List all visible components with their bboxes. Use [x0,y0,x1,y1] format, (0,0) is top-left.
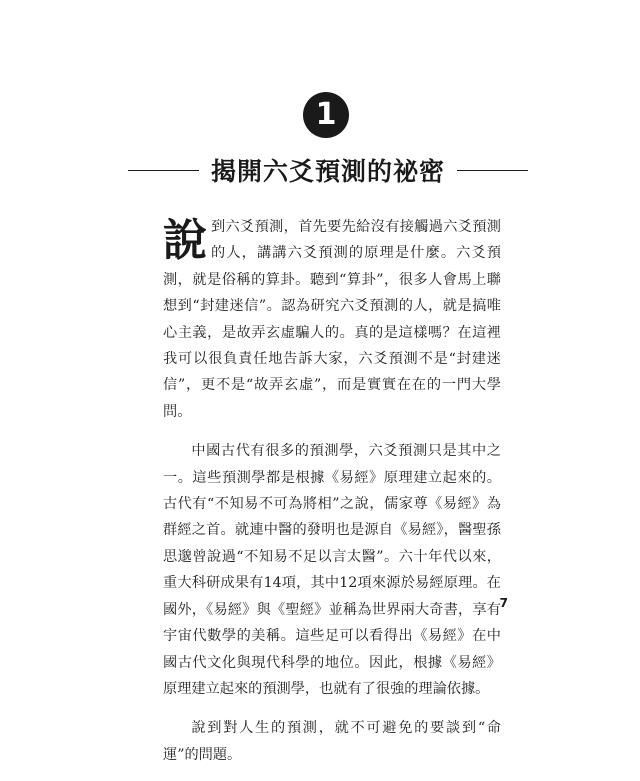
dropcap-character: 說 [163,215,207,266]
page-number: 7 [499,596,508,610]
paragraph-3: 說到對人生的預測，就不可避免的要談到“命運”的問題。 [163,720,501,763]
paragraph-1 [163,214,501,425]
title-rule-left [128,170,199,171]
body-text [163,214,501,781]
chapter-number-badge [303,92,349,138]
chapter-number: 1 [315,97,337,132]
chapter-title: 揭開六爻預測的祕密 [211,157,446,186]
paragraph-2: 中國古代有很多的預測學，六爻預測只是其中之一。這些預測學都是根據《易經》原理建立起來的。古代有“不知易不可為將相”之說，儒家尊《易經》為群經之首。就連中醫的發明也是源自《易經》，醫聖孫思邈曾說過“不知易不足以言太醫”。六十年代以來，重大科研成果有14項，其中12項來源於易經原理。在國外，《易經》與《聖經》並稱為世界兩大奇書，享有宇宙代數學的美稱。這些足可以看得出《易經》在中國古代文化與現代科學的地位。因此，根據《易經》原理建立起來的預測學，也就有了很強的理論依據。 [163,443,501,697]
chapter-heading [128,150,528,190]
title-rule-right [457,170,528,171]
paragraph-1-text: 到六爻預測，首先要先給沒有接觸過六爻預測的人，講講六爻預測的原理是什麼。六爻預測，就是俗稱的算卦。聽到“算卦”，很多人會馬上聯想到“封建迷信”。認為研究六爻預測的人，就是搞唯心主義，是故弄玄虛騙人的。真的是這樣嗎？在這裡我可以很負責任地告訴大家，六爻預測不是“封建迷信”，更不是“故弄玄虛”，而是實實在在的一門大學問。 [163,219,501,420]
